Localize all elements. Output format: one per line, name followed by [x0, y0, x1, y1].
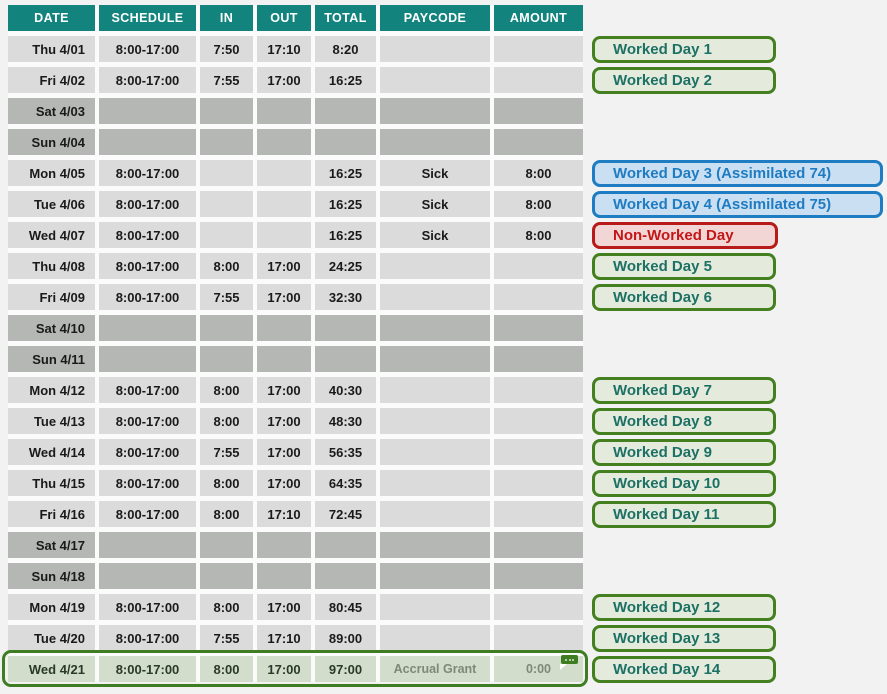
row-19-out-cell[interactable]: 17:00: [257, 594, 311, 620]
row-19-amount-cell[interactable]: [494, 594, 583, 620]
column-header-paycode: PAYCODE: [380, 5, 490, 31]
row-7-schedule-cell[interactable]: 8:00-17:00: [99, 222, 196, 248]
comment-dot: [569, 659, 571, 661]
row-6-in-cell[interactable]: [200, 191, 253, 217]
annotation-label-green-row-12: Worked Day 7: [592, 377, 776, 404]
row-15-paycode-cell[interactable]: [380, 470, 490, 496]
row-10-total-cell: [315, 315, 376, 341]
row-10-amount-cell: [494, 315, 583, 341]
row-13-total-cell[interactable]: 48:30: [315, 408, 376, 434]
annotation-label-green-row-13: Worked Day 8: [592, 408, 776, 435]
row-16-date-cell[interactable]: Fri 4/16: [8, 501, 95, 527]
row-1-total-cell[interactable]: 8:20: [315, 36, 376, 62]
row-1-amount-cell[interactable]: [494, 36, 583, 62]
row-1-schedule-cell[interactable]: 8:00-17:00: [99, 36, 196, 62]
row-5-amount-cell[interactable]: 8:00: [494, 160, 583, 186]
row-10-schedule-cell: [99, 315, 196, 341]
row-20-paycode-cell[interactable]: [380, 625, 490, 651]
row-5-in-cell[interactable]: [200, 160, 253, 186]
row-16-total-cell[interactable]: 72:45: [315, 501, 376, 527]
row-2-date-cell[interactable]: Fri 4/02: [8, 67, 95, 93]
row-3-schedule-cell: [99, 98, 196, 124]
row-14-out-cell[interactable]: 17:00: [257, 439, 311, 465]
row-21-amount-cell[interactable]: 0:00: [494, 656, 583, 682]
annotation-label-green-row-2: Worked Day 2: [592, 67, 776, 94]
row-8-in-cell[interactable]: 8:00: [200, 253, 253, 279]
row-17-in-cell: [200, 532, 253, 558]
row-4-paycode-cell: [380, 129, 490, 155]
row-8-schedule-cell[interactable]: 8:00-17:00: [99, 253, 196, 279]
row-2-in-cell[interactable]: 7:55: [200, 67, 253, 93]
annotation-label-green-row-1: Worked Day 1: [592, 36, 776, 63]
row-15-out-cell[interactable]: 17:00: [257, 470, 311, 496]
comment-dot: [565, 659, 567, 661]
row-5-total-cell[interactable]: 16:25: [315, 160, 376, 186]
row-14-date-cell[interactable]: Wed 4/14: [8, 439, 95, 465]
comment-dot: [572, 659, 574, 661]
row-19-total-cell[interactable]: 80:45: [315, 594, 376, 620]
comment-bubble-tail: [560, 664, 567, 670]
row-14-schedule-cell[interactable]: 8:00-17:00: [99, 439, 196, 465]
row-3-total-cell: [315, 98, 376, 124]
row-10-in-cell: [200, 315, 253, 341]
row-18-out-cell: [257, 563, 311, 589]
row-8-out-cell[interactable]: 17:00: [257, 253, 311, 279]
annotation-label-green-row-19: Worked Day 12: [592, 594, 776, 621]
row-5-out-cell[interactable]: [257, 160, 311, 186]
row-9-in-cell[interactable]: 7:55: [200, 284, 253, 310]
row-12-amount-cell[interactable]: [494, 377, 583, 403]
row-21-date-cell[interactable]: Wed 4/21: [8, 656, 95, 682]
row-10-paycode-cell: [380, 315, 490, 341]
row-19-schedule-cell[interactable]: 8:00-17:00: [99, 594, 196, 620]
row-15-date-cell[interactable]: Thu 4/15: [8, 470, 95, 496]
row-11-in-cell: [200, 346, 253, 372]
column-header-out: OUT: [257, 5, 311, 31]
row-9-schedule-cell[interactable]: 8:00-17:00: [99, 284, 196, 310]
row-8-date-cell[interactable]: Thu 4/08: [8, 253, 95, 279]
column-header-in: IN: [200, 5, 253, 31]
row-9-out-cell[interactable]: 17:00: [257, 284, 311, 310]
annotation-label-green-row-15: Worked Day 10: [592, 470, 776, 497]
row-3-in-cell: [200, 98, 253, 124]
column-header-date: DATE: [8, 5, 95, 31]
row-2-amount-cell[interactable]: [494, 67, 583, 93]
annotation-label-green-row-14: Worked Day 9: [592, 439, 776, 466]
row-5-paycode-cell[interactable]: Sick: [380, 160, 490, 186]
row-13-out-cell[interactable]: 17:00: [257, 408, 311, 434]
row-13-amount-cell[interactable]: [494, 408, 583, 434]
row-3-paycode-cell: [380, 98, 490, 124]
row-18-amount-cell: [494, 563, 583, 589]
row-17-date-cell: Sat 4/17: [8, 532, 95, 558]
row-3-date-cell: Sat 4/03: [8, 98, 95, 124]
annotation-label-green-row-20: Worked Day 13: [592, 625, 776, 652]
row-16-out-cell[interactable]: 17:10: [257, 501, 311, 527]
row-6-schedule-cell[interactable]: 8:00-17:00: [99, 191, 196, 217]
comment-indicator-icon[interactable]: [557, 655, 578, 670]
row-4-total-cell: [315, 129, 376, 155]
row-5-date-cell[interactable]: Mon 4/05: [8, 160, 95, 186]
row-10-date-cell: Sat 4/10: [8, 315, 95, 341]
row-20-out-cell[interactable]: 17:10: [257, 625, 311, 651]
row-12-paycode-cell[interactable]: [380, 377, 490, 403]
row-12-date-cell[interactable]: Mon 4/12: [8, 377, 95, 403]
row-13-in-cell[interactable]: 8:00: [200, 408, 253, 434]
row-14-in-cell[interactable]: 7:55: [200, 439, 253, 465]
row-20-schedule-cell[interactable]: 8:00-17:00: [99, 625, 196, 651]
row-16-in-cell[interactable]: 8:00: [200, 501, 253, 527]
annotation-label-blue-row-5: Worked Day 3 (Assimilated 74): [592, 160, 883, 187]
row-16-amount-cell[interactable]: [494, 501, 583, 527]
row-18-schedule-cell: [99, 563, 196, 589]
row-20-amount-cell[interactable]: [494, 625, 583, 651]
row-3-out-cell: [257, 98, 311, 124]
row-18-date-cell: Sun 4/18: [8, 563, 95, 589]
timesheet-table: [8, 5, 583, 682]
row-12-in-cell[interactable]: 8:00: [200, 377, 253, 403]
row-1-paycode-cell[interactable]: [380, 36, 490, 62]
row-11-out-cell: [257, 346, 311, 372]
row-21-total-cell[interactable]: 97:00: [315, 656, 376, 682]
annotation-label-green-row-8: Worked Day 5: [592, 253, 776, 280]
row-2-total-cell[interactable]: 16:25: [315, 67, 376, 93]
row-19-in-cell[interactable]: 8:00: [200, 594, 253, 620]
annotation-label-blue-row-6: Worked Day 4 (Assimilated 75): [592, 191, 883, 218]
row-13-schedule-cell[interactable]: 8:00-17:00: [99, 408, 196, 434]
row-12-total-cell[interactable]: 40:30: [315, 377, 376, 403]
row-9-paycode-cell[interactable]: [380, 284, 490, 310]
row-18-in-cell: [200, 563, 253, 589]
row-20-date-cell[interactable]: Tue 4/20: [8, 625, 95, 651]
row-12-out-cell[interactable]: 17:00: [257, 377, 311, 403]
row-20-in-cell[interactable]: 7:55: [200, 625, 253, 651]
row-16-paycode-cell[interactable]: [380, 501, 490, 527]
row-6-amount-cell[interactable]: 8:00: [494, 191, 583, 217]
annotation-label-red-row-7: Non-Worked Day: [592, 222, 778, 249]
row-7-in-cell[interactable]: [200, 222, 253, 248]
row-4-date-cell: Sun 4/04: [8, 129, 95, 155]
annotation-label-green-row-21: Worked Day 14: [592, 656, 776, 683]
row-13-date-cell[interactable]: Tue 4/13: [8, 408, 95, 434]
annotation-label-green-row-9: Worked Day 6: [592, 284, 776, 311]
row-11-paycode-cell: [380, 346, 490, 372]
row-19-paycode-cell[interactable]: [380, 594, 490, 620]
row-14-amount-cell[interactable]: [494, 439, 583, 465]
row-7-amount-cell[interactable]: 8:00: [494, 222, 583, 248]
row-17-paycode-cell: [380, 532, 490, 558]
row-6-out-cell[interactable]: [257, 191, 311, 217]
row-2-paycode-cell[interactable]: [380, 67, 490, 93]
row-15-amount-cell[interactable]: [494, 470, 583, 496]
row-4-schedule-cell: [99, 129, 196, 155]
annotation-label-green-row-16: Worked Day 11: [592, 501, 776, 528]
row-2-schedule-cell[interactable]: 8:00-17:00: [99, 67, 196, 93]
row-11-date-cell: Sun 4/11: [8, 346, 95, 372]
row-18-paycode-cell: [380, 563, 490, 589]
row-15-schedule-cell[interactable]: 8:00-17:00: [99, 470, 196, 496]
row-21-out-cell[interactable]: 17:00: [257, 656, 311, 682]
row-7-date-cell[interactable]: Wed 4/07: [8, 222, 95, 248]
row-11-schedule-cell: [99, 346, 196, 372]
row-1-in-cell[interactable]: 7:50: [200, 36, 253, 62]
row-7-out-cell[interactable]: [257, 222, 311, 248]
row-9-amount-cell[interactable]: [494, 284, 583, 310]
row-4-amount-cell: [494, 129, 583, 155]
row-17-out-cell: [257, 532, 311, 558]
row-9-date-cell[interactable]: Fri 4/09: [8, 284, 95, 310]
row-15-total-cell[interactable]: 64:35: [315, 470, 376, 496]
row-17-amount-cell: [494, 532, 583, 558]
comment-bubble: [561, 655, 578, 664]
row-1-out-cell[interactable]: 17:10: [257, 36, 311, 62]
row-8-paycode-cell[interactable]: [380, 253, 490, 279]
row-14-total-cell[interactable]: 56:35: [315, 439, 376, 465]
column-header-amount: AMOUNT: [494, 5, 583, 31]
row-21-in-cell[interactable]: 8:00: [200, 656, 253, 682]
row-7-total-cell[interactable]: 16:25: [315, 222, 376, 248]
row-11-total-cell: [315, 346, 376, 372]
row-21-schedule-cell[interactable]: 8:00-17:00: [99, 656, 196, 682]
row-3-amount-cell: [494, 98, 583, 124]
column-header-schedule: SCHEDULE: [99, 5, 196, 31]
row-5-schedule-cell[interactable]: 8:00-17:00: [99, 160, 196, 186]
row-8-amount-cell[interactable]: [494, 253, 583, 279]
row-4-out-cell: [257, 129, 311, 155]
row-4-in-cell: [200, 129, 253, 155]
row-1-date-cell[interactable]: Thu 4/01: [8, 36, 95, 62]
row-15-in-cell[interactable]: 8:00: [200, 470, 253, 496]
row-17-schedule-cell: [99, 532, 196, 558]
row-2-out-cell[interactable]: 17:00: [257, 67, 311, 93]
row-11-amount-cell: [494, 346, 583, 372]
row-7-paycode-cell[interactable]: Sick: [380, 222, 490, 248]
row-18-total-cell: [315, 563, 376, 589]
row-19-date-cell[interactable]: Mon 4/19: [8, 594, 95, 620]
column-header-total: TOTAL: [315, 5, 376, 31]
row-12-schedule-cell[interactable]: 8:00-17:00: [99, 377, 196, 403]
row-6-paycode-cell[interactable]: Sick: [380, 191, 490, 217]
row-20-total-cell[interactable]: 89:00: [315, 625, 376, 651]
row-17-total-cell: [315, 532, 376, 558]
row-9-total-cell[interactable]: 32:30: [315, 284, 376, 310]
row-13-paycode-cell[interactable]: [380, 408, 490, 434]
row-21-paycode-cell[interactable]: Accrual Grant: [380, 656, 490, 682]
row-14-paycode-cell[interactable]: [380, 439, 490, 465]
row-6-total-cell[interactable]: 16:25: [315, 191, 376, 217]
row-6-date-cell[interactable]: Tue 4/06: [8, 191, 95, 217]
row-16-schedule-cell[interactable]: 8:00-17:00: [99, 501, 196, 527]
row-10-out-cell: [257, 315, 311, 341]
row-8-total-cell[interactable]: 24:25: [315, 253, 376, 279]
